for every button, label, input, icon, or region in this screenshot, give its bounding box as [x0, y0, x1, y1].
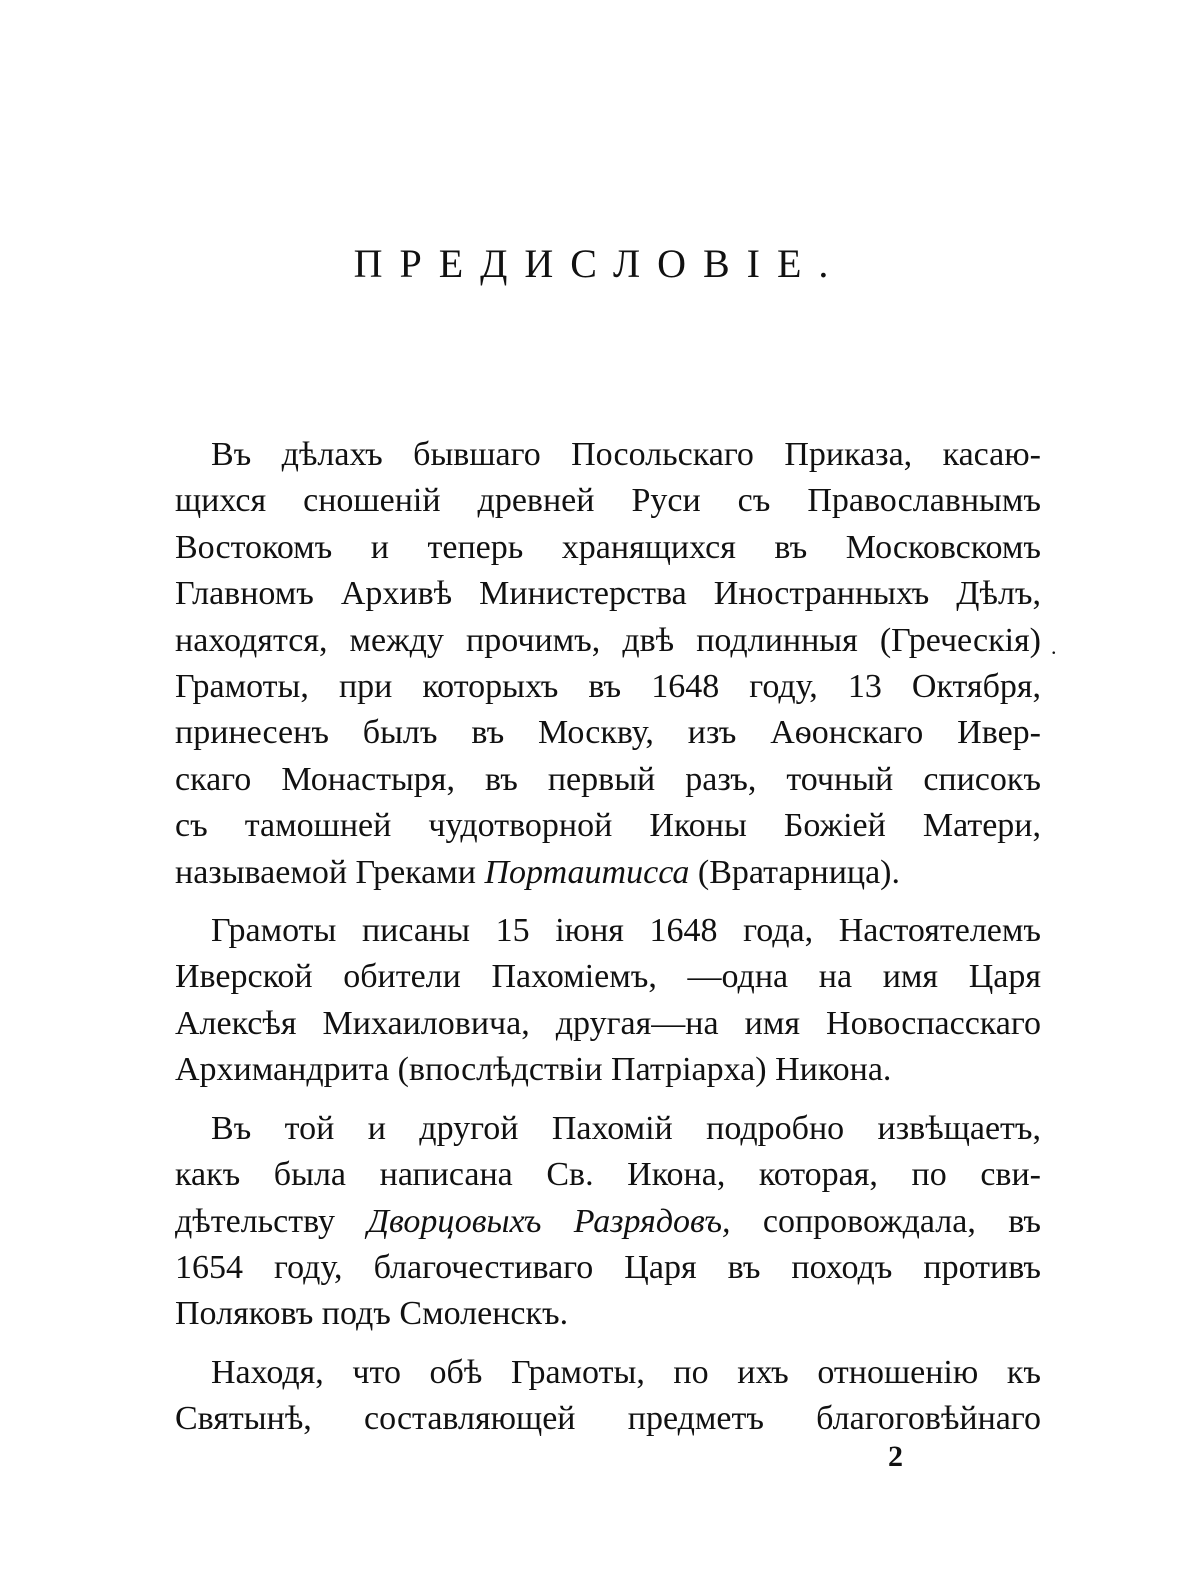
- text-line: [175, 1199, 1041, 1245]
- text-line: Грамоты писаны 15 іюня 1648 года, Настоятелемъ: [211, 912, 1041, 950]
- text-line: Находя, что обѣ Грамоты, по ихъ отношенію къ: [211, 1353, 1041, 1391]
- body-text: [175, 432, 1041, 1455]
- text-line: Грамоты, при которыхъ въ 1648 году, 13 Октября,: [175, 668, 1041, 706]
- paragraph-3: [175, 1106, 1041, 1338]
- text-line: Иверской обители Пахоміемъ, —одна на имя Царя: [175, 958, 1041, 996]
- italic-term: Дворцовыхъ Разрядовъ,: [367, 1202, 731, 1240]
- paragraph-4: [175, 1350, 1041, 1443]
- text-line: Въ дѣлахъ бывшаго Посольскаго Приказа, касаю-: [211, 436, 1041, 473]
- text-line: принесенъ былъ въ Москву, изъ Аѳонскаго Ивер-: [175, 714, 1041, 752]
- page-title: ПРЕДИСЛОВІЕ.: [353, 241, 846, 286]
- text-line: съ тамошней чудотворной Иконы Божіей Матери,: [175, 807, 1041, 845]
- text-line: Главномъ Архивѣ Министерства Иностранныхъ Дѣлъ,: [175, 575, 1041, 613]
- text-segment: сопровождала, въ: [730, 1202, 1041, 1240]
- text-line: Святынѣ, составляющей предметъ благоговѣйнаго: [175, 1400, 1041, 1438]
- text-line: Въ той и другой Пахомій подробно извѣщаетъ,: [211, 1109, 1041, 1147]
- text-line: находятся, между прочимъ, двѣ подлинныя (Греческія): [175, 621, 1041, 659]
- text-line: Востокомъ и теперь хранящихся въ Московскомъ: [175, 528, 1041, 566]
- paragraph-1: [175, 432, 1041, 896]
- text-segment: дѣтельству: [175, 1202, 368, 1240]
- text-line: щихся сношеній древней Руси съ Православнымъ: [175, 482, 1041, 520]
- text-line: [175, 850, 1041, 896]
- page-number: 2: [888, 1440, 903, 1473]
- text-line: Алексѣя Михаиловича, другая—на имя Новоспасскаго: [175, 1004, 1041, 1042]
- paragraph-2: [175, 908, 1041, 1094]
- text-line: Архимандрита (впослѣдствіи Патріарха) Никона.: [175, 1051, 892, 1089]
- italic-term: Портаитисса: [484, 853, 690, 891]
- text-line: Поляковъ подъ Смоленскъ.: [175, 1295, 569, 1333]
- text-segment: (Вратарница).: [689, 853, 900, 891]
- stray-mark: .: [1051, 634, 1057, 659]
- text-line: 1654 году, благочестиваго Царя въ походъ противъ: [175, 1248, 1041, 1286]
- text-line: скаго Монастыря, въ первый разъ, точный списокъ: [175, 760, 1041, 798]
- text-line: какъ была написана Св. Икона, которая, по сви-: [175, 1156, 1041, 1194]
- text-segment: называемой Греками: [175, 853, 485, 891]
